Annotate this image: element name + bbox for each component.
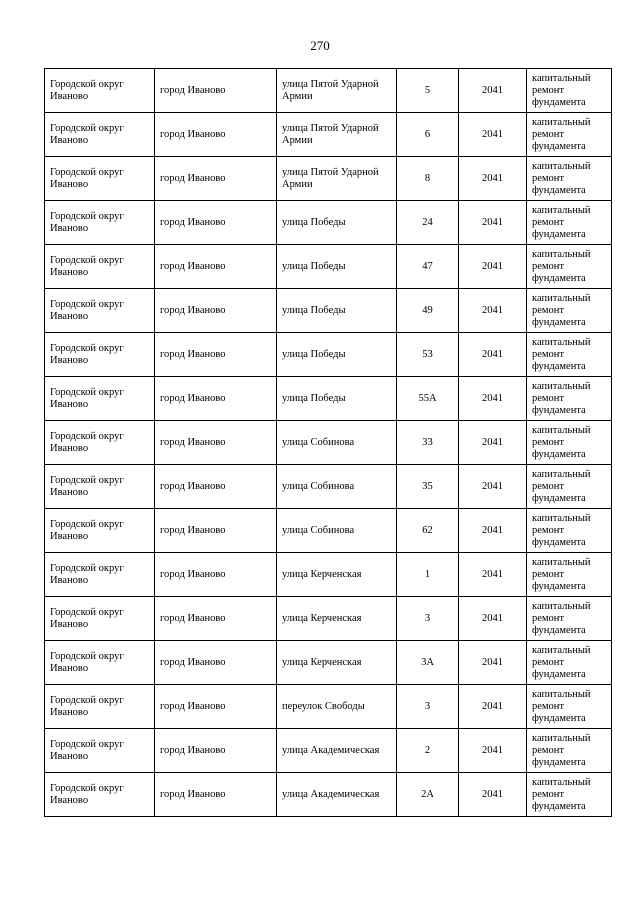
street-cell: улица Собинова bbox=[277, 421, 397, 465]
house-number-cell: 47 bbox=[397, 245, 459, 289]
table-row bbox=[45, 69, 612, 113]
locality-cell: город Иваново bbox=[155, 201, 277, 245]
municipality-cell: Городской округ Иваново bbox=[45, 685, 155, 729]
work-type-cell: капитальный ремонт фундамента bbox=[527, 333, 612, 377]
table-row bbox=[45, 421, 612, 465]
house-number-cell: 2 bbox=[397, 729, 459, 773]
locality-cell: город Иваново bbox=[155, 465, 277, 509]
work-type-cell: капитальный ремонт фундамента bbox=[527, 641, 612, 685]
table-row bbox=[45, 201, 612, 245]
year-cell: 2041 bbox=[459, 113, 527, 157]
house-number-cell: 1 bbox=[397, 553, 459, 597]
locality-cell: город Иваново bbox=[155, 157, 277, 201]
year-cell: 2041 bbox=[459, 685, 527, 729]
year-cell: 2041 bbox=[459, 773, 527, 817]
locality-cell: город Иваново bbox=[155, 333, 277, 377]
municipality-cell: Городской округ Иваново bbox=[45, 157, 155, 201]
municipality-cell: Городской округ Иваново bbox=[45, 333, 155, 377]
page-number: 270 bbox=[310, 38, 330, 53]
year-cell: 2041 bbox=[459, 333, 527, 377]
municipality-cell: Городской округ Иваново bbox=[45, 597, 155, 641]
year-cell: 2041 bbox=[459, 377, 527, 421]
municipality-cell: Городской округ Иваново bbox=[45, 509, 155, 553]
year-cell: 2041 bbox=[459, 421, 527, 465]
table-row bbox=[45, 773, 612, 817]
work-type-cell: капитальный ремонт фундамента bbox=[527, 773, 612, 817]
year-cell: 2041 bbox=[459, 509, 527, 553]
street-cell: улица Победы bbox=[277, 245, 397, 289]
year-cell: 2041 bbox=[459, 641, 527, 685]
house-number-cell: 33 bbox=[397, 421, 459, 465]
street-cell: улица Керченская bbox=[277, 597, 397, 641]
repair-registry-table bbox=[44, 68, 612, 817]
table-body bbox=[45, 69, 612, 817]
work-type-cell: капитальный ремонт фундамента bbox=[527, 465, 612, 509]
year-cell: 2041 bbox=[459, 245, 527, 289]
work-type-cell: капитальный ремонт фундамента bbox=[527, 201, 612, 245]
table-row bbox=[45, 377, 612, 421]
table-row bbox=[45, 509, 612, 553]
house-number-cell: 6 bbox=[397, 113, 459, 157]
house-number-cell: 62 bbox=[397, 509, 459, 553]
work-type-cell: капитальный ремонт фундамента bbox=[527, 113, 612, 157]
street-cell: улица Пятой Ударной Армии bbox=[277, 113, 397, 157]
street-cell: улица Пятой Ударной Армии bbox=[277, 157, 397, 201]
table-row bbox=[45, 465, 612, 509]
locality-cell: город Иваново bbox=[155, 421, 277, 465]
street-cell: улица Победы bbox=[277, 377, 397, 421]
house-number-cell: 35 bbox=[397, 465, 459, 509]
house-number-cell: 55А bbox=[397, 377, 459, 421]
locality-cell: город Иваново bbox=[155, 69, 277, 113]
locality-cell: город Иваново bbox=[155, 509, 277, 553]
house-number-cell: 3А bbox=[397, 641, 459, 685]
table-row bbox=[45, 333, 612, 377]
work-type-cell: капитальный ремонт фундамента bbox=[527, 377, 612, 421]
municipality-cell: Городской округ Иваново bbox=[45, 729, 155, 773]
table-row bbox=[45, 641, 612, 685]
locality-cell: город Иваново bbox=[155, 113, 277, 157]
locality-cell: город Иваново bbox=[155, 245, 277, 289]
street-cell: улица Академическая bbox=[277, 729, 397, 773]
street-cell: улица Пятой Ударной Армии bbox=[277, 69, 397, 113]
work-type-cell: капитальный ремонт фундамента bbox=[527, 157, 612, 201]
year-cell: 2041 bbox=[459, 553, 527, 597]
street-cell: улица Собинова bbox=[277, 465, 397, 509]
house-number-cell: 2А bbox=[397, 773, 459, 817]
work-type-cell: капитальный ремонт фундамента bbox=[527, 421, 612, 465]
locality-cell: город Иваново bbox=[155, 289, 277, 333]
house-number-cell: 53 bbox=[397, 333, 459, 377]
street-cell: переулок Свободы bbox=[277, 685, 397, 729]
year-cell: 2041 bbox=[459, 465, 527, 509]
year-cell: 2041 bbox=[459, 69, 527, 113]
table-row bbox=[45, 553, 612, 597]
street-cell: улица Победы bbox=[277, 333, 397, 377]
table-row bbox=[45, 245, 612, 289]
work-type-cell: капитальный ремонт фундамента bbox=[527, 597, 612, 641]
house-number-cell: 49 bbox=[397, 289, 459, 333]
locality-cell: город Иваново bbox=[155, 729, 277, 773]
work-type-cell: капитальный ремонт фундамента bbox=[527, 289, 612, 333]
work-type-cell: капитальный ремонт фундамента bbox=[527, 509, 612, 553]
municipality-cell: Городской округ Иваново bbox=[45, 641, 155, 685]
house-number-cell: 8 bbox=[397, 157, 459, 201]
street-cell: улица Керченская bbox=[277, 641, 397, 685]
locality-cell: город Иваново bbox=[155, 773, 277, 817]
house-number-cell: 3 bbox=[397, 685, 459, 729]
locality-cell: город Иваново bbox=[155, 597, 277, 641]
locality-cell: город Иваново bbox=[155, 377, 277, 421]
street-cell: улица Собинова bbox=[277, 509, 397, 553]
work-type-cell: капитальный ремонт фундамента bbox=[527, 553, 612, 597]
table-row bbox=[45, 685, 612, 729]
house-number-cell: 3 bbox=[397, 597, 459, 641]
table-row bbox=[45, 289, 612, 333]
municipality-cell: Городской округ Иваново bbox=[45, 289, 155, 333]
municipality-cell: Городской округ Иваново bbox=[45, 377, 155, 421]
street-cell: улица Керченская bbox=[277, 553, 397, 597]
year-cell: 2041 bbox=[459, 289, 527, 333]
table-row bbox=[45, 113, 612, 157]
municipality-cell: Городской округ Иваново bbox=[45, 421, 155, 465]
locality-cell: город Иваново bbox=[155, 553, 277, 597]
locality-cell: город Иваново bbox=[155, 641, 277, 685]
street-cell: улица Победы bbox=[277, 201, 397, 245]
year-cell: 2041 bbox=[459, 729, 527, 773]
work-type-cell: капитальный ремонт фундамента bbox=[527, 245, 612, 289]
locality-cell: город Иваново bbox=[155, 685, 277, 729]
table-row bbox=[45, 597, 612, 641]
house-number-cell: 24 bbox=[397, 201, 459, 245]
house-number-cell: 5 bbox=[397, 69, 459, 113]
table-row bbox=[45, 157, 612, 201]
municipality-cell: Городской округ Иваново bbox=[45, 245, 155, 289]
year-cell: 2041 bbox=[459, 157, 527, 201]
work-type-cell: капитальный ремонт фундамента bbox=[527, 69, 612, 113]
street-cell: улица Победы bbox=[277, 289, 397, 333]
street-cell: улица Академическая bbox=[277, 773, 397, 817]
municipality-cell: Городской округ Иваново bbox=[45, 553, 155, 597]
municipality-cell: Городской округ Иваново bbox=[45, 201, 155, 245]
work-type-cell: капитальный ремонт фундамента bbox=[527, 685, 612, 729]
table-row bbox=[45, 729, 612, 773]
municipality-cell: Городской округ Иваново bbox=[45, 69, 155, 113]
municipality-cell: Городской округ Иваново bbox=[45, 465, 155, 509]
year-cell: 2041 bbox=[459, 201, 527, 245]
municipality-cell: Городской округ Иваново bbox=[45, 113, 155, 157]
work-type-cell: капитальный ремонт фундамента bbox=[527, 729, 612, 773]
year-cell: 2041 bbox=[459, 597, 527, 641]
municipality-cell: Городской округ Иваново bbox=[45, 773, 155, 817]
